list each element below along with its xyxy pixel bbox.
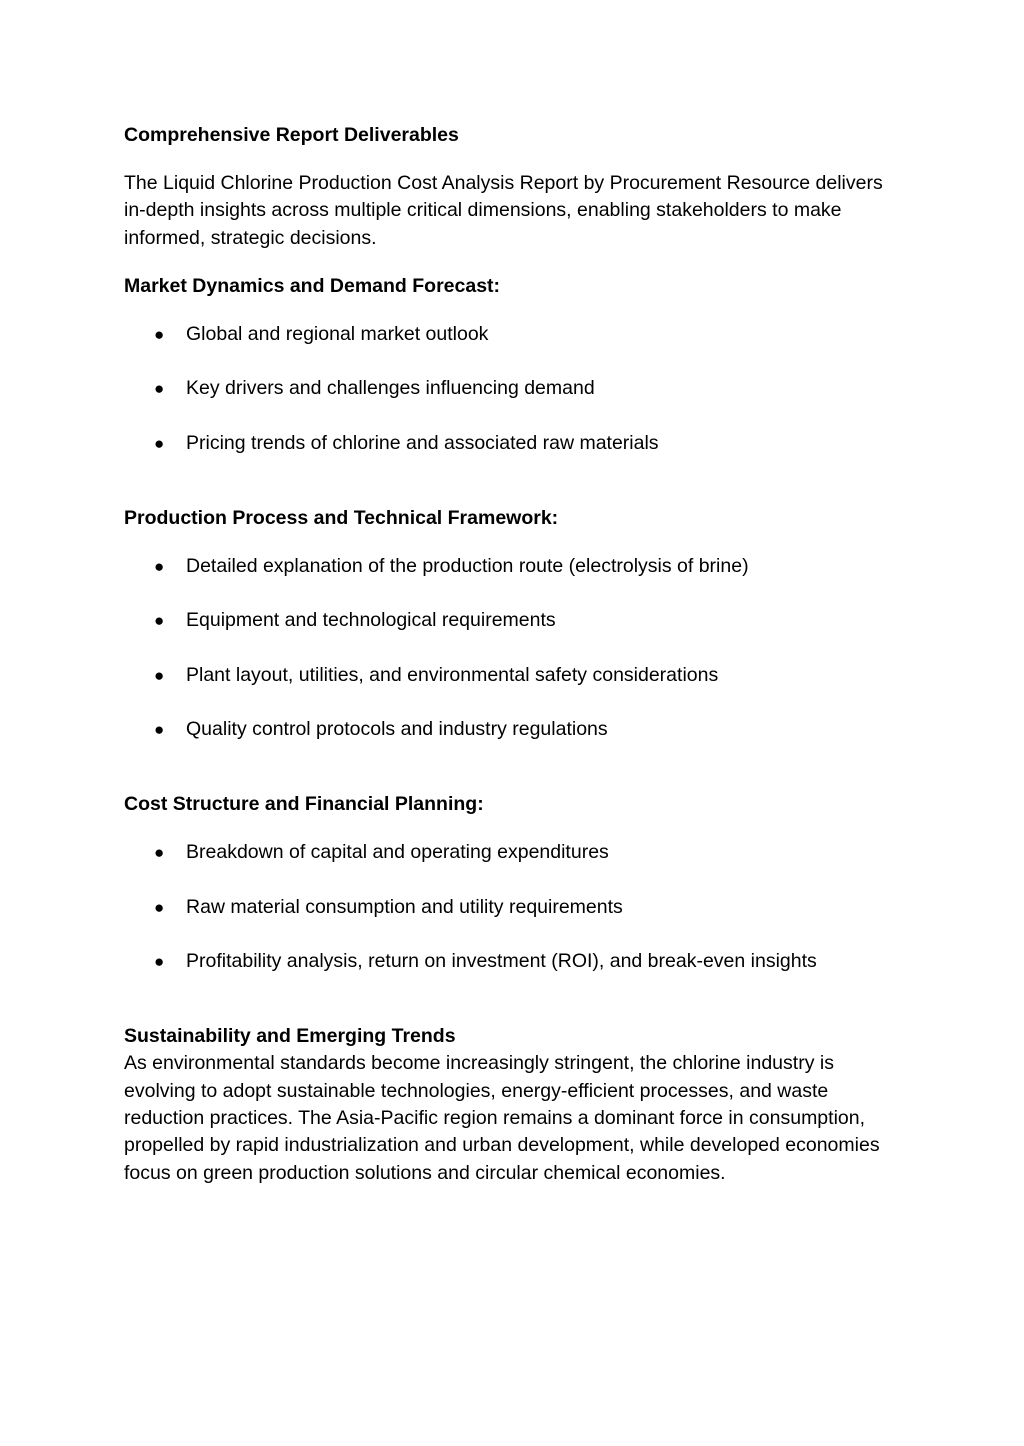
bullet-icon: ● <box>154 433 165 453</box>
list-item <box>124 430 894 457</box>
list-item <box>124 716 894 743</box>
list-item <box>124 894 894 921</box>
bullet-list-cost-structure <box>124 839 894 975</box>
bullet-list-market-dynamics <box>124 321 894 457</box>
bullet-icon: ● <box>154 556 165 576</box>
bullet-icon: ● <box>154 720 165 740</box>
list-item-text: Key drivers and challenges influencing demand <box>186 377 595 400</box>
list-item <box>124 553 894 580</box>
list-item <box>124 839 894 866</box>
document-title: Comprehensive Report Deliverables <box>124 124 459 146</box>
list-item <box>124 948 894 975</box>
list-item-text: Profitability analysis, return on investment (ROI), and break-even insights <box>186 950 817 973</box>
document-page <box>124 122 894 1187</box>
sustainability-paragraph: As environmental standards become increasingly stringent, the chlorine industry is evolving to adopt sustainable technologies, energy-efficient processes, and waste reduction practices. The Asia-Pacific region remains a dominant force in consumption, propelled by rapid industrialization and urban development, while developed economies focus on green production solutions and circular chemical economies. <box>124 1052 880 1184</box>
list-item-text: Breakdown of capital and operating expenditures <box>186 841 609 864</box>
list-item <box>124 607 894 634</box>
list-item-text: Global and regional market outlook <box>186 322 489 345</box>
list-item-text: Plant layout, utilities, and environmental safety considerations <box>186 663 719 686</box>
list-item <box>124 662 894 689</box>
section-heading-production-process: Production Process and Technical Framework: <box>124 506 559 529</box>
bullet-icon: ● <box>154 324 165 344</box>
bullet-icon: ● <box>154 952 165 972</box>
bullet-icon: ● <box>154 897 165 917</box>
list-item-text: Pricing trends of chlorine and associated raw materials <box>186 431 659 454</box>
list-item <box>124 375 894 402</box>
intro-paragraph: The Liquid Chlorine Production Cost Analysis Report by Procurement Resource delivers in-depth insights across multiple critical dimensions, enabling stakeholders to make informed, strategic decisions. <box>124 172 883 249</box>
bullet-icon: ● <box>154 843 165 863</box>
section-heading-sustainability: Sustainability and Emerging Trends <box>124 1025 456 1048</box>
bullet-icon: ● <box>154 379 165 399</box>
list-item-text: Quality control protocols and industry regulations <box>186 718 608 741</box>
bullet-icon: ● <box>154 665 165 685</box>
list-item-text: Detailed explanation of the production route (electrolysis of brine) <box>186 554 749 577</box>
list-item-text: Equipment and technological requirements <box>186 609 556 632</box>
bullet-list-production-process <box>124 553 894 744</box>
section-heading-market-dynamics: Market Dynamics and Demand Forecast: <box>124 274 501 297</box>
list-item-text: Raw material consumption and utility requirements <box>186 895 623 918</box>
section-heading-cost-structure: Cost Structure and Financial Planning: <box>124 793 484 816</box>
list-item <box>124 321 894 348</box>
bullet-icon: ● <box>154 611 165 631</box>
